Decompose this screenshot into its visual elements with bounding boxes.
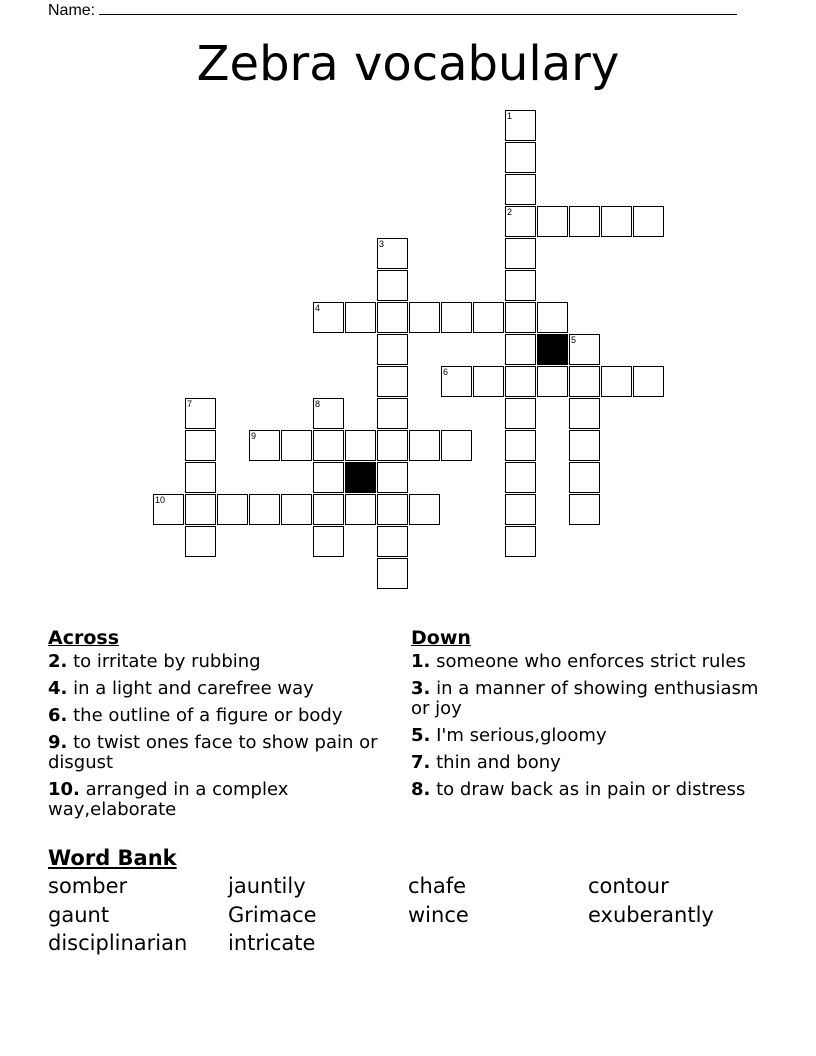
clue-num: 4.	[48, 678, 68, 699]
grid-cell[interactable]	[601, 206, 632, 237]
clue-number: 3	[379, 239, 385, 249]
grid-cell[interactable]	[505, 238, 536, 269]
clue-text: to irritate by rubbing	[67, 651, 261, 672]
grid-cell[interactable]	[377, 366, 408, 397]
grid-cell[interactable]	[569, 206, 600, 237]
grid-cell[interactable]	[441, 302, 472, 333]
across-heading: Across	[48, 627, 120, 649]
grid-cell[interactable]	[185, 494, 216, 525]
clue-num: 3.	[411, 678, 431, 699]
grid-cell[interactable]	[281, 430, 312, 461]
black-cell	[345, 462, 376, 493]
across-clue	[48, 652, 393, 672]
grid-cell[interactable]	[313, 462, 344, 493]
clue-num: 5.	[411, 725, 431, 746]
grid-cell[interactable]	[505, 398, 536, 429]
grid-cell[interactable]	[409, 430, 440, 461]
grid-cell[interactable]	[313, 526, 344, 557]
grid-cell[interactable]	[505, 526, 536, 557]
across-clue	[48, 679, 393, 699]
grid-cell[interactable]	[409, 494, 440, 525]
grid-cell[interactable]	[473, 302, 504, 333]
down-clues	[411, 628, 781, 807]
clue-num: 7.	[411, 752, 431, 773]
grid-cell[interactable]	[569, 462, 600, 493]
black-cell	[537, 334, 568, 365]
grid-cell[interactable]	[505, 270, 536, 301]
clue-num: 6.	[48, 705, 68, 726]
grid-cell[interactable]	[313, 430, 344, 461]
clue-number: 1	[507, 111, 513, 121]
grid-cell[interactable]	[377, 526, 408, 557]
word-bank-word: exuberantly	[588, 902, 714, 927]
clue-number: 9	[251, 431, 257, 441]
word-bank-word: chafe	[408, 874, 467, 898]
clue-text: arranged in a complex way,elaborate	[48, 779, 289, 820]
across-clue	[48, 706, 393, 726]
down-heading: Down	[411, 627, 471, 649]
grid-cell[interactable]	[377, 270, 408, 301]
grid-cell[interactable]	[569, 494, 600, 525]
clue-text: to twist ones face to show pain or disgust	[48, 732, 378, 773]
clue-number: 10	[155, 495, 166, 505]
clue-num: 1.	[411, 651, 431, 672]
grid-cell[interactable]	[569, 430, 600, 461]
word-bank-word: gaunt	[48, 902, 110, 927]
down-clue	[411, 753, 781, 773]
grid-cell[interactable]	[473, 366, 504, 397]
word-bank-heading: Word Bank	[48, 846, 177, 870]
grid-cell[interactable]	[537, 206, 568, 237]
grid-cell[interactable]	[505, 142, 536, 173]
word-bank-word: intricate	[228, 931, 316, 955]
grid-cell[interactable]	[505, 366, 536, 397]
clue-text: in a manner of showing enthusiasm or joy	[411, 678, 759, 719]
grid-cell[interactable]	[281, 494, 312, 525]
down-clue	[411, 726, 781, 746]
across-clue	[48, 780, 393, 820]
grid-cell[interactable]	[505, 430, 536, 461]
clue-text: I'm serious,gloomy	[430, 725, 607, 746]
clue-num: 8.	[411, 779, 431, 800]
grid-cell[interactable]	[537, 302, 568, 333]
grid-cell[interactable]	[409, 302, 440, 333]
clue-number: 6	[443, 367, 449, 377]
down-clue	[411, 652, 781, 672]
grid-cell[interactable]	[249, 494, 280, 525]
clue-text: in a light and carefree way	[67, 678, 314, 699]
down-clue	[411, 679, 781, 719]
grid-cell[interactable]	[217, 494, 248, 525]
down-clue	[411, 780, 781, 800]
word-bank-word: Grimace	[228, 902, 317, 927]
grid-cell[interactable]	[505, 494, 536, 525]
clue-text: the outline of a figure or body	[67, 705, 343, 726]
across-clue	[48, 733, 393, 773]
clue-text: thin and bony	[430, 752, 561, 773]
clue-text: someone who enforces strict rules	[430, 651, 746, 672]
grid-cell[interactable]	[345, 494, 376, 525]
grid-cell[interactable]	[505, 174, 536, 205]
grid-cell[interactable]	[377, 494, 408, 525]
clue-num: 9.	[48, 732, 68, 753]
grid-cell[interactable]	[569, 366, 600, 397]
word-bank-word: somber	[48, 874, 128, 898]
clue-number: 5	[571, 335, 577, 345]
grid-cell[interactable]	[569, 398, 600, 429]
grid-cell[interactable]	[633, 366, 664, 397]
clue-number: 4	[315, 303, 321, 313]
grid-cell[interactable]	[377, 558, 408, 589]
clue-number: 8	[315, 399, 321, 409]
page-title: Zebra vocabulary	[196, 36, 620, 92]
grid-cell[interactable]	[601, 366, 632, 397]
clue-number: 7	[187, 399, 193, 409]
grid-cell[interactable]	[185, 430, 216, 461]
grid-cell[interactable]	[377, 462, 408, 493]
grid-cell[interactable]	[345, 430, 376, 461]
grid-cell[interactable]	[537, 366, 568, 397]
grid-cell[interactable]	[441, 430, 472, 461]
word-bank-word: jauntily	[228, 874, 306, 898]
grid-cell[interactable]	[505, 334, 536, 365]
word-bank-word: disciplinarian	[48, 931, 188, 955]
grid-cell[interactable]	[377, 334, 408, 365]
name-label: Name:	[48, 2, 96, 19]
word-bank-word: wince	[408, 902, 469, 927]
grid-cell[interactable]	[185, 462, 216, 493]
grid-cell[interactable]	[377, 302, 408, 333]
word-bank-word: contour	[588, 874, 669, 898]
grid-cell[interactable]	[185, 526, 216, 557]
grid-cell[interactable]	[377, 398, 408, 429]
grid-cell[interactable]	[633, 206, 664, 237]
clue-num: 10.	[48, 779, 80, 800]
grid-cell[interactable]	[345, 302, 376, 333]
across-clues	[48, 628, 393, 827]
clue-text: to draw back as in pain or distress	[430, 779, 746, 800]
clue-number: 2	[507, 207, 513, 217]
clue-num: 2.	[48, 651, 68, 672]
grid-cell[interactable]	[313, 494, 344, 525]
grid-cell[interactable]	[377, 430, 408, 461]
grid-cell[interactable]	[505, 302, 536, 333]
grid-cell[interactable]	[505, 462, 536, 493]
